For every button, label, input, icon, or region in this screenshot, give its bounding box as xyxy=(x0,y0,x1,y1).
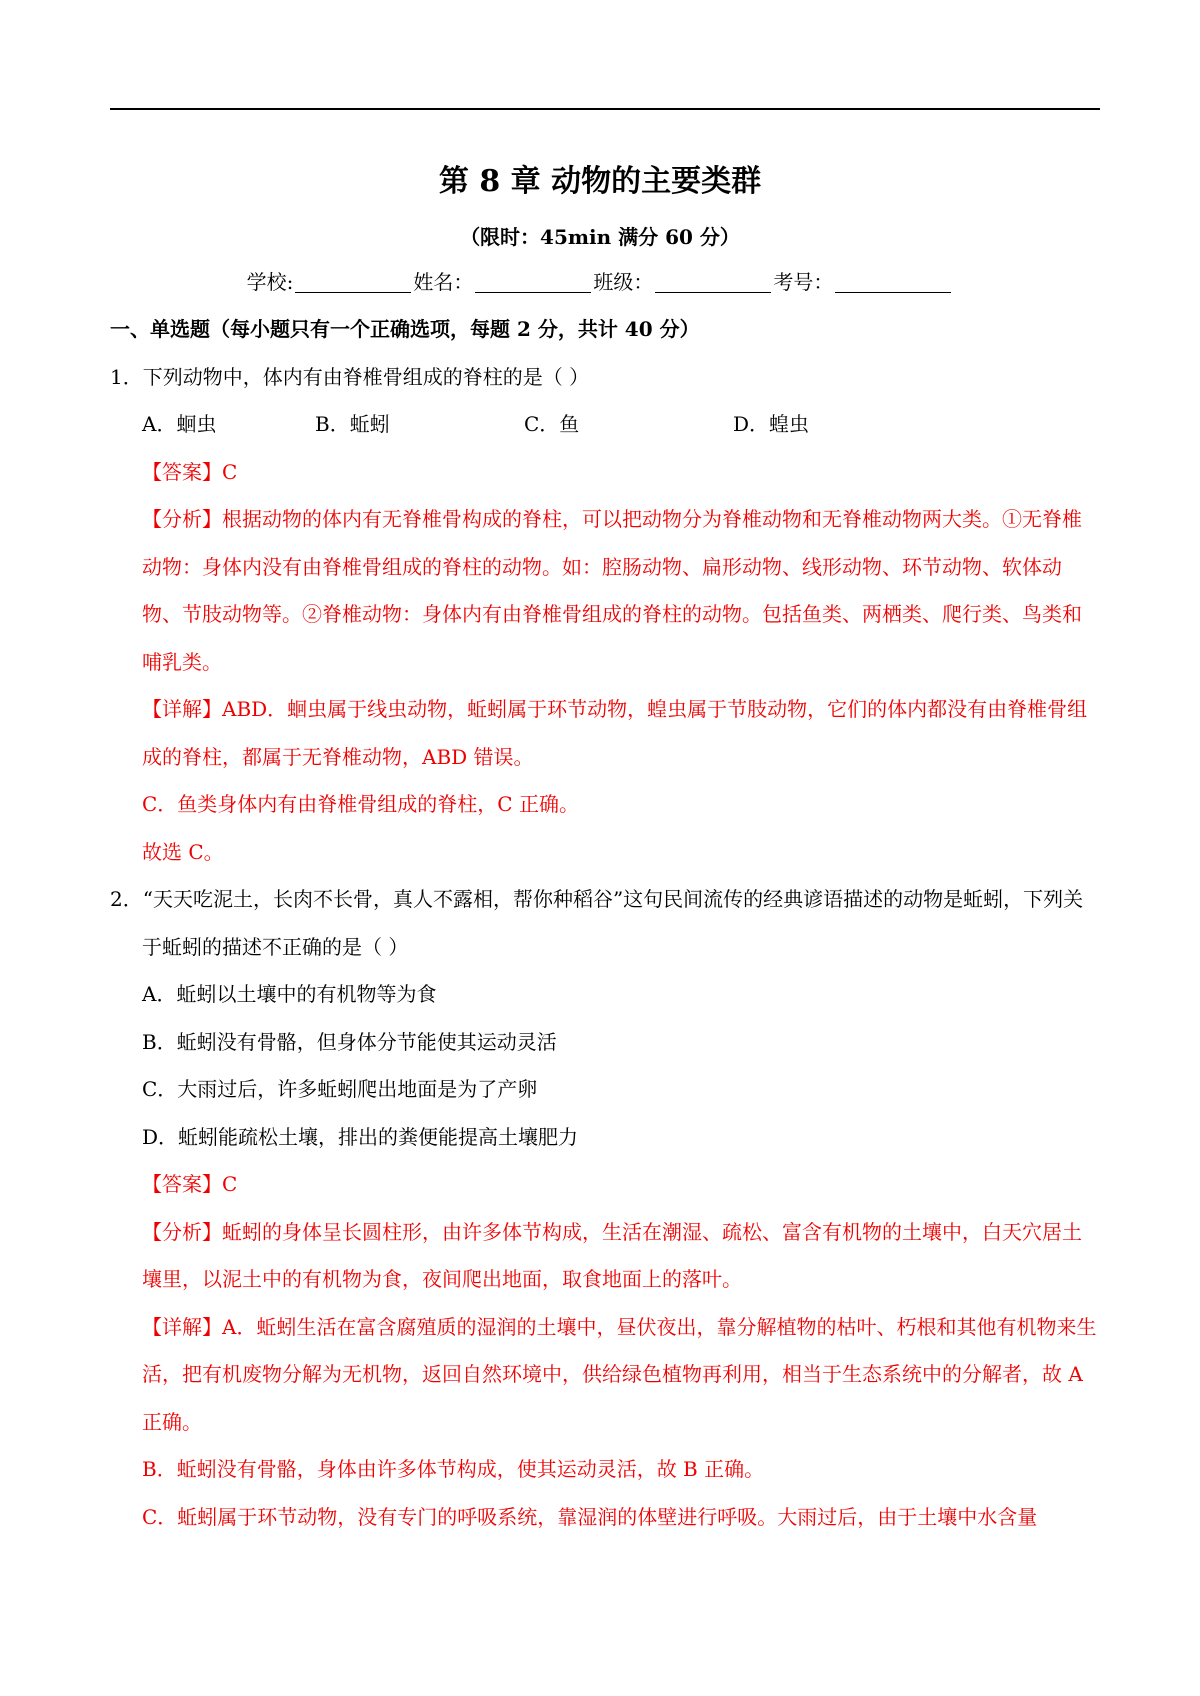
school-blank xyxy=(295,272,411,293)
class-blank xyxy=(655,272,771,293)
question-2-detail-c: C．蚯蚓属于环节动物，没有专门的呼吸系统，靠湿润的体壁进行呼吸。大雨过后，由于土壤中水含量 xyxy=(142,1504,1038,1529)
question-2-detail-b: B．蚯蚓没有骨骼，身体由许多体节构成，使其运动灵活，故 B 正确。 xyxy=(142,1457,765,1481)
question-2-detail-a: 【详解】A．蚯蚓生活在富含腐殖质的湿润的土壤中，昼伏夜出，靠分解植物的枯叶、朽根和其他有机物来生活，把有机废物分解为无机物，返回自然环境中，供给绿色植物再利用，相当于生态系统中的分解者，故 A 正确。 xyxy=(142,1314,1097,1434)
name-blank xyxy=(475,272,591,293)
question-2-option-a: A．蚯蚓以土壤中的有机物等为食 xyxy=(142,982,437,1006)
header-rule xyxy=(110,108,1100,110)
section-heading: 一、单选题（每小题只有一个正确选项，每题 2 分，共计 40 分） xyxy=(110,317,700,341)
question-1-conclusion: 故选 C。 xyxy=(142,839,224,864)
exam-number-blank xyxy=(835,272,951,293)
question-2-answer: 【答案】C xyxy=(142,1172,238,1196)
question-1-stem: 1．下列动物中，体内有由脊椎骨组成的脊柱的是（ ） xyxy=(110,364,590,389)
question-1-option-b: B．蚯蚓 xyxy=(315,412,390,436)
name-label: 姓名： xyxy=(413,270,474,294)
question-2-option-c: C．大雨过后，许多蚯蚓爬出地面是为了产卵 xyxy=(142,1077,538,1101)
class-label: 班级： xyxy=(593,270,654,294)
question-1-option-d: D．蝗虫 xyxy=(733,412,810,436)
question-2-stem: 2．“天天吃泥土，长肉不长骨，真人不露相，帮你种稻谷”这句民间流传的经典谚语描述的动物是蚯蚓，下列关于蚯蚓的描述不正确的是（ ） xyxy=(110,887,1084,959)
question-1-detail: 【详解】ABD．蛔虫属于线虫动物，蚯蚓属于环节动物，蝗虫属于节肢动物，它们的体内都没有由脊椎骨组成的脊柱，都属于无脊椎动物，ABD 错误。 xyxy=(142,697,1088,769)
exam-content xyxy=(110,306,1100,1541)
school-label: 学校: xyxy=(246,270,294,294)
question-1-answer: 【答案】C xyxy=(142,459,238,484)
question-1-options xyxy=(110,401,1100,449)
question-1-detail-c: C．鱼类身体内有由脊椎骨组成的脊柱，C 正确。 xyxy=(142,792,579,816)
question-2-option-b: B．蚯蚓没有骨骼，但身体分节能使其运动灵活 xyxy=(142,1029,557,1054)
time-limit-subtitle: （限时：45min 满分 60 分） xyxy=(460,225,740,249)
question-1-option-c: C．鱼 xyxy=(524,412,580,436)
question-1-analysis: 【分析】根据动物的体内有无脊椎骨构成的脊柱，可以把动物分为脊椎动物和无脊椎动物两大类。①无脊椎动物：身体内没有由脊椎骨组成的脊柱的动物。如：腔肠动物、扁形动物、线形动物、环节动物、软体动物、节肢动物等。②脊椎动物：身体内有由脊椎骨组成的脊柱的动物。包括鱼类、两栖类、爬行类、鸟类和哺乳类。 xyxy=(142,507,1082,674)
exam-number-label: 考号： xyxy=(773,270,834,294)
question-1-option-a: A．蛔虫 xyxy=(142,412,217,436)
page-title: 第 8 章 动物的主要类群 xyxy=(438,164,762,199)
question-2-analysis: 【分析】蚯蚓的身体呈长圆柱形，由许多体节构成，生活在潮湿、疏松、富含有机物的土壤中，白天穴居土壤里，以泥土中的有机物为食，夜间爬出地面，取食地面上的落叶。 xyxy=(142,1219,1082,1291)
question-2-option-d: D．蚯蚓能疏松土壤，排出的粪便能提高土壤肥力 xyxy=(142,1124,579,1149)
student-info-line xyxy=(0,266,1200,295)
